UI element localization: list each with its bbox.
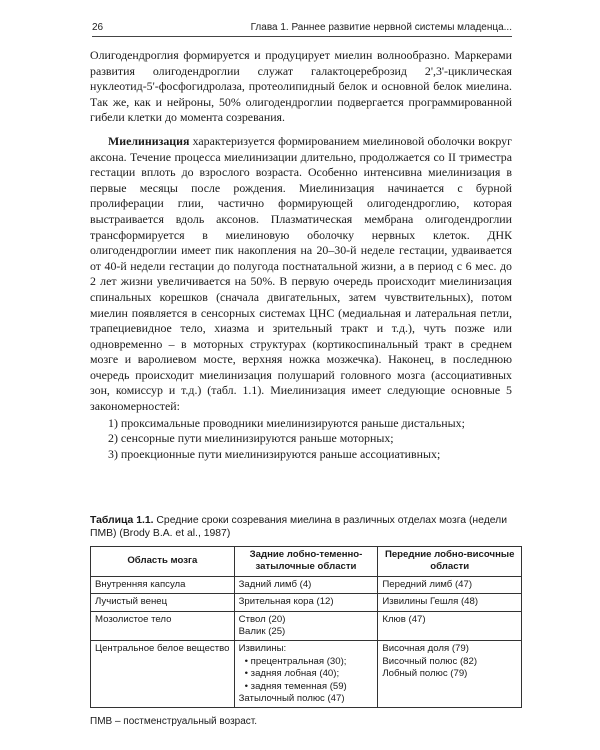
cell-anterior: Клюв (47) bbox=[378, 611, 522, 641]
table-row bbox=[91, 594, 522, 611]
cell-anterior bbox=[378, 641, 522, 708]
page-number: 26 bbox=[92, 22, 104, 33]
cell-line: Височный полюс (82) bbox=[382, 655, 478, 667]
header-area: Область мозга bbox=[91, 547, 235, 577]
cell-anterior: Передний лимб (47) bbox=[378, 576, 522, 593]
table-caption bbox=[90, 514, 520, 540]
cell-line: Извилины: bbox=[238, 643, 287, 655]
myelin-maturation-table bbox=[90, 546, 522, 708]
table-row bbox=[91, 611, 522, 641]
cell-area: Лучистый венец bbox=[91, 594, 235, 611]
cell-posterior bbox=[234, 611, 378, 641]
cell-line: • задняя лобная (40); bbox=[244, 668, 340, 680]
body-text bbox=[90, 48, 512, 462]
chapter-title: Глава 1. Раннее развитие нервной системы младенца... bbox=[250, 22, 512, 33]
cell-posterior: Зрительная кора (12) bbox=[234, 594, 378, 611]
list-item: 1) проксимальные проводники миелинизируются раньше дистальных; bbox=[108, 415, 465, 430]
cell-line: Лобный полюс (79) bbox=[382, 668, 468, 680]
term-myelination: Миелинизация bbox=[108, 133, 190, 148]
table-header-row bbox=[91, 547, 522, 577]
cell-line: Височная доля (79) bbox=[382, 643, 469, 655]
table-caption-label: Таблица 1.1. bbox=[90, 515, 154, 526]
paragraph-oligodendroglia: Олигодендроглия формируется и продуцирует миелин волнообразно. Маркерами развития олигодендроглии служат галактоцереброзид 2',3'-циклическая нуклеотид-5'-фосфогидролаза, протеолипидный белок и основной белок миелина. Так же, как и нейроны, 50% олигодендроглии подвергается программированной гибели клетки до момента созревания. bbox=[90, 48, 512, 125]
cell-anterior: Извилины Гешля (48) bbox=[378, 594, 522, 611]
regularities-list bbox=[90, 416, 512, 463]
running-header bbox=[92, 22, 512, 37]
cell-posterior: Задний лимб (4) bbox=[234, 576, 378, 593]
table-row bbox=[91, 641, 522, 708]
cell-line: • задняя теменная (59) bbox=[244, 680, 347, 692]
cell-line: Затылочный полюс (47) bbox=[238, 693, 345, 705]
cell-area: Центральное белое вещество bbox=[91, 641, 235, 708]
footnote: ПМВ – постменструальный возраст. bbox=[90, 716, 258, 727]
cell-area: Внутренняя капсула bbox=[91, 576, 235, 593]
cell-area: Мозолистое тело bbox=[91, 611, 235, 641]
table-caption-text: Средние сроки созревания миелина в различных отделах мозга (недели ПМВ) (Brody B.A. et al., 1987) bbox=[90, 515, 508, 539]
list-item: 2) сенсорные пути миелинизируются раньше моторных; bbox=[108, 431, 394, 446]
list-item: 3) проекционные пути миелинизируются раньше ассоциативных; bbox=[108, 446, 441, 461]
paragraph-myelination-text: характеризуется формированием миелиновой оболочки вокруг аксона. Течение процесса миелинизации длительно, продолжается со II триместра гестации вплоть до взрослого возраста. Особенно интенсивна миелинизация в первые месяцы после рождения. Миелинизация начинается с бурной пролиферации глии, частично формирующей олигодендроглию, которая выстраивается вдоль аксонов. Плазматическая мембрана олигодендроглии трансформируется в миелиновую оболочку нервных клеток. ДНК олигодендроглии имеет пик накопления на 20–30-й неделе гестации, удваивается от 40-й недели гестации до полугода постнатальной жизни, а в период с 6 мес. до 2 лет жизни увеличивается на 50%. В первую очередь происходит миелинизация спинальных корешков (сначала двигательных, затем чувствительных), потом миелин появляется в сенсорных системах ЦНС (медиальная и латеральная петли, трапециевидное тело, хиазма и зрительный тракт и т.д.), чуть позже или одновременно – в моторных структурах (кортикоспинальный тракт в среднем мозге и варолиевом мосте, верхняя ножка мозжечка). Наконец, в последнюю очередь происходит миелинизация полушарий головного мозга (ассоциативных зон, комиссур и т.д.) (табл. 1.1). Миелинизация имеет следующие основные 5 закономерностей: bbox=[90, 133, 512, 414]
header-anterior: Передние лобно-височные области bbox=[378, 547, 522, 577]
table-row bbox=[91, 576, 522, 593]
cell-posterior bbox=[234, 641, 378, 708]
cell-line: Валик (25) bbox=[238, 626, 286, 638]
cell-line: • прецентральная (30); bbox=[244, 655, 347, 667]
cell-line: Ствол (20) bbox=[238, 613, 286, 625]
paragraph-myelination bbox=[90, 134, 512, 415]
header-posterior: Задние лобно-теменно-затылочные области bbox=[234, 547, 378, 577]
